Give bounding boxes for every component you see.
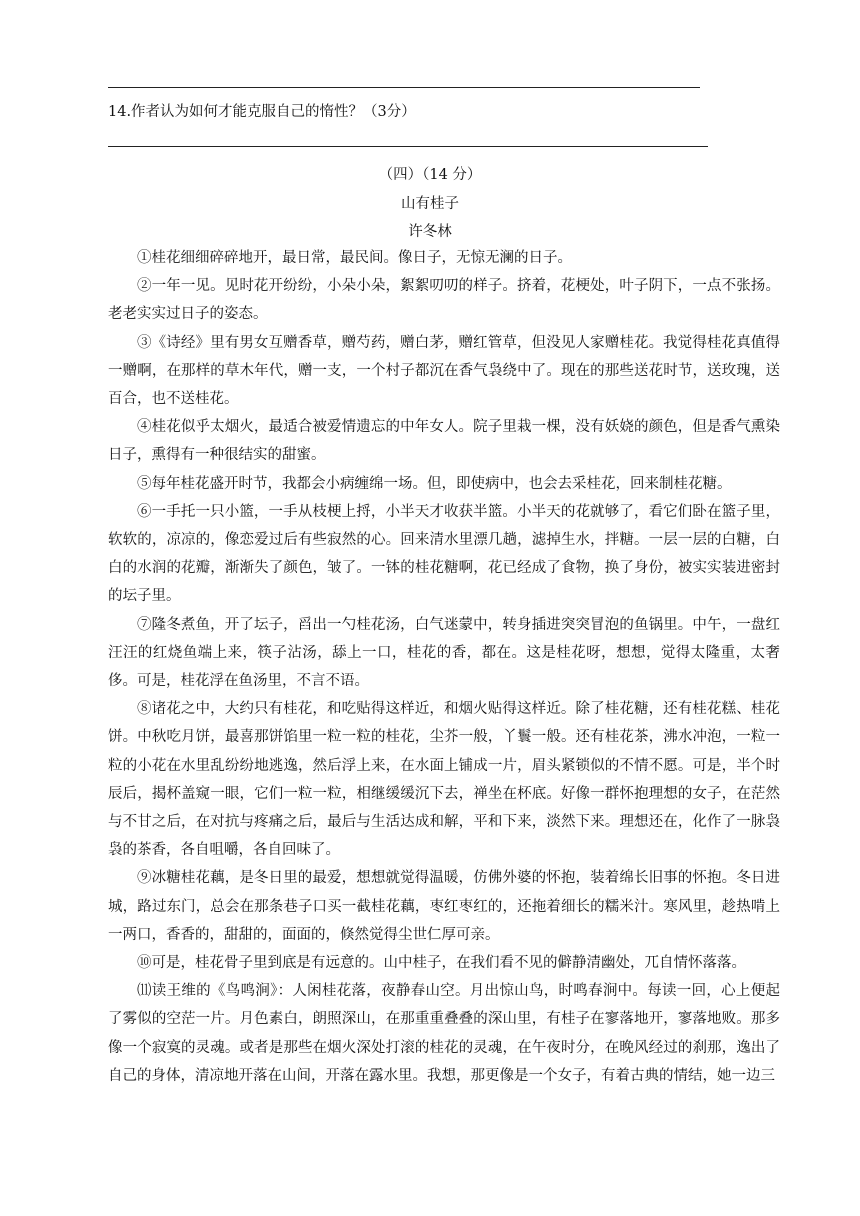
question-14: 14.作者认为如何才能克服自己的惰性？（3分） (108, 104, 416, 120)
section-label: （四）（14 分） (378, 167, 482, 183)
paragraph: ⑩可是，桂花骨子里到底是有远意的。山中桂子，在我们看不见的僻静清幽处，兀自情怀落落。 (137, 955, 746, 972)
paragraph: ⑨冰糖桂花藕，是冬日里的最爱，想想就觉得温暖，仿佛外婆的怀抱，装着绵长旧事的怀抱。冬日进城，路过东门，总会在那条巷子口买一截桂花藕，枣红枣红的，还拖着细长的糯米汁。寒风里，趁热啃上一两口，香香的，甜甜的，面面的，倏然觉得尘世仁厚可亲。 (108, 870, 780, 943)
paragraph: ⑾读王维的《鸟鸣涧》：人闲桂花落，夜静春山空。月出惊山鸟，时鸣春涧中。每读一回，心上便起了雾似的空茫一片。月色素白，朗照深山，在那重重叠叠的深山里，有桂子在寥落地开，寥落地败。那多像一个寂寞的灵魂。或者是那些在烟火深处打滚的桂花的灵魂，在午夜时分，在晚风经过的刹那，逸出了自己的身体，清凉地开落在山间，开落在露水里。我想，那更像是一个女子，有着古典的情结，她一边三 (108, 983, 780, 1084)
paragraph: ⑧诸花之中，大约只有桂花，和吃贴得这样近，和烟火贴得这样近。除了桂花糖，还有桂花糕、桂花饼。中秋吃月饼，最喜那饼馅里一粒一粒的桂花，尘芥一般，丫鬟一般。还有桂花茶，沸水冲泡，一粒一粒的小花在水里乱纷纷地逃逸，然后浮上来，在水面上铺成一片，眉头紧锁似的不情不愿。可是，半个时辰后，揭杯盖窥一眼，它们一粒一粒，相继缓缓沉下去，禅坐在杯底。好像一群怀抱理想的女子，在茫然与不甘之后，在对抗与疼痛之后，最后与生活达成和解，平和下来，淡然下来。理想还在，化作了一脉袅袅的茶香，各自咀嚼，各自回味了。 (108, 701, 780, 859)
paragraph: ⑤每年桂花盛开时节，我都会小病缠绵一场。但，即使病中，也会去采桂花，回来制桂花糖。 (137, 475, 732, 492)
article-body (108, 244, 780, 1090)
paragraph: ②一年一见。见时花开纷纷，小朵小朵，絮絮叨叨的样子。挤着，花梗处，叶子阴下，一点不张扬。老老实实过日子的姿态。 (108, 278, 780, 323)
paragraph: ⑦隆冬煮鱼，开了坛子，舀出一勺桂花汤，白气迷蒙中，转身插进突突冒泡的鱼锅里。中午，一盘红汪汪的红烧鱼端上来，筷子沾汤，舔上一口，桂花的香，都在。这是桂花呀，想想，觉得太隆重，太奢侈。可是，桂花浮在鱼汤里，不言不语。 (108, 616, 780, 690)
paragraph: ①桂花细细碎碎地开，最日常，最民间。像日子，无惊无澜的日子。 (137, 250, 572, 266)
paragraph: ③《诗经》里有男女互赠香草，赠芍药，赠白茅，赠红管草，但没见人家赠桂花。我觉得桂花真值得一赠啊，在那样的草木年代，赠一支，一个村子都沉在香气袅绕中了。现在的那些送花时节，送玫瑰，送百合，也不送桂花。 (108, 334, 780, 408)
answer-line (108, 146, 708, 147)
paragraph: ④桂花似乎太烟火，最适合被爱情遗忘的中年女人。院子里栽一棵，没有妖娆的颜色，但是香气熏染日子，熏得有一种很结实的甜蜜。 (108, 419, 780, 464)
article-author: 许冬林 (408, 224, 452, 240)
answer-line (108, 87, 700, 88)
paragraph: ⑥一手托一只小篮，一手从枝梗上捋，小半天才收获半篮。小半天的花就够了，看它们卧在篮子里，软软的，凉凉的，像恋爱过后有些寂然的心。回来清水里漂几趟，滤掉生水，拌糖。一层一层的白糖，白白的水润的花瓣，渐渐失了颜色，皱了。一钵的桂花糖啊，花已经成了食物，换了身份，被实实装进密封的坛子里。 (108, 503, 780, 605)
article-title: 山有桂子 (401, 196, 459, 212)
